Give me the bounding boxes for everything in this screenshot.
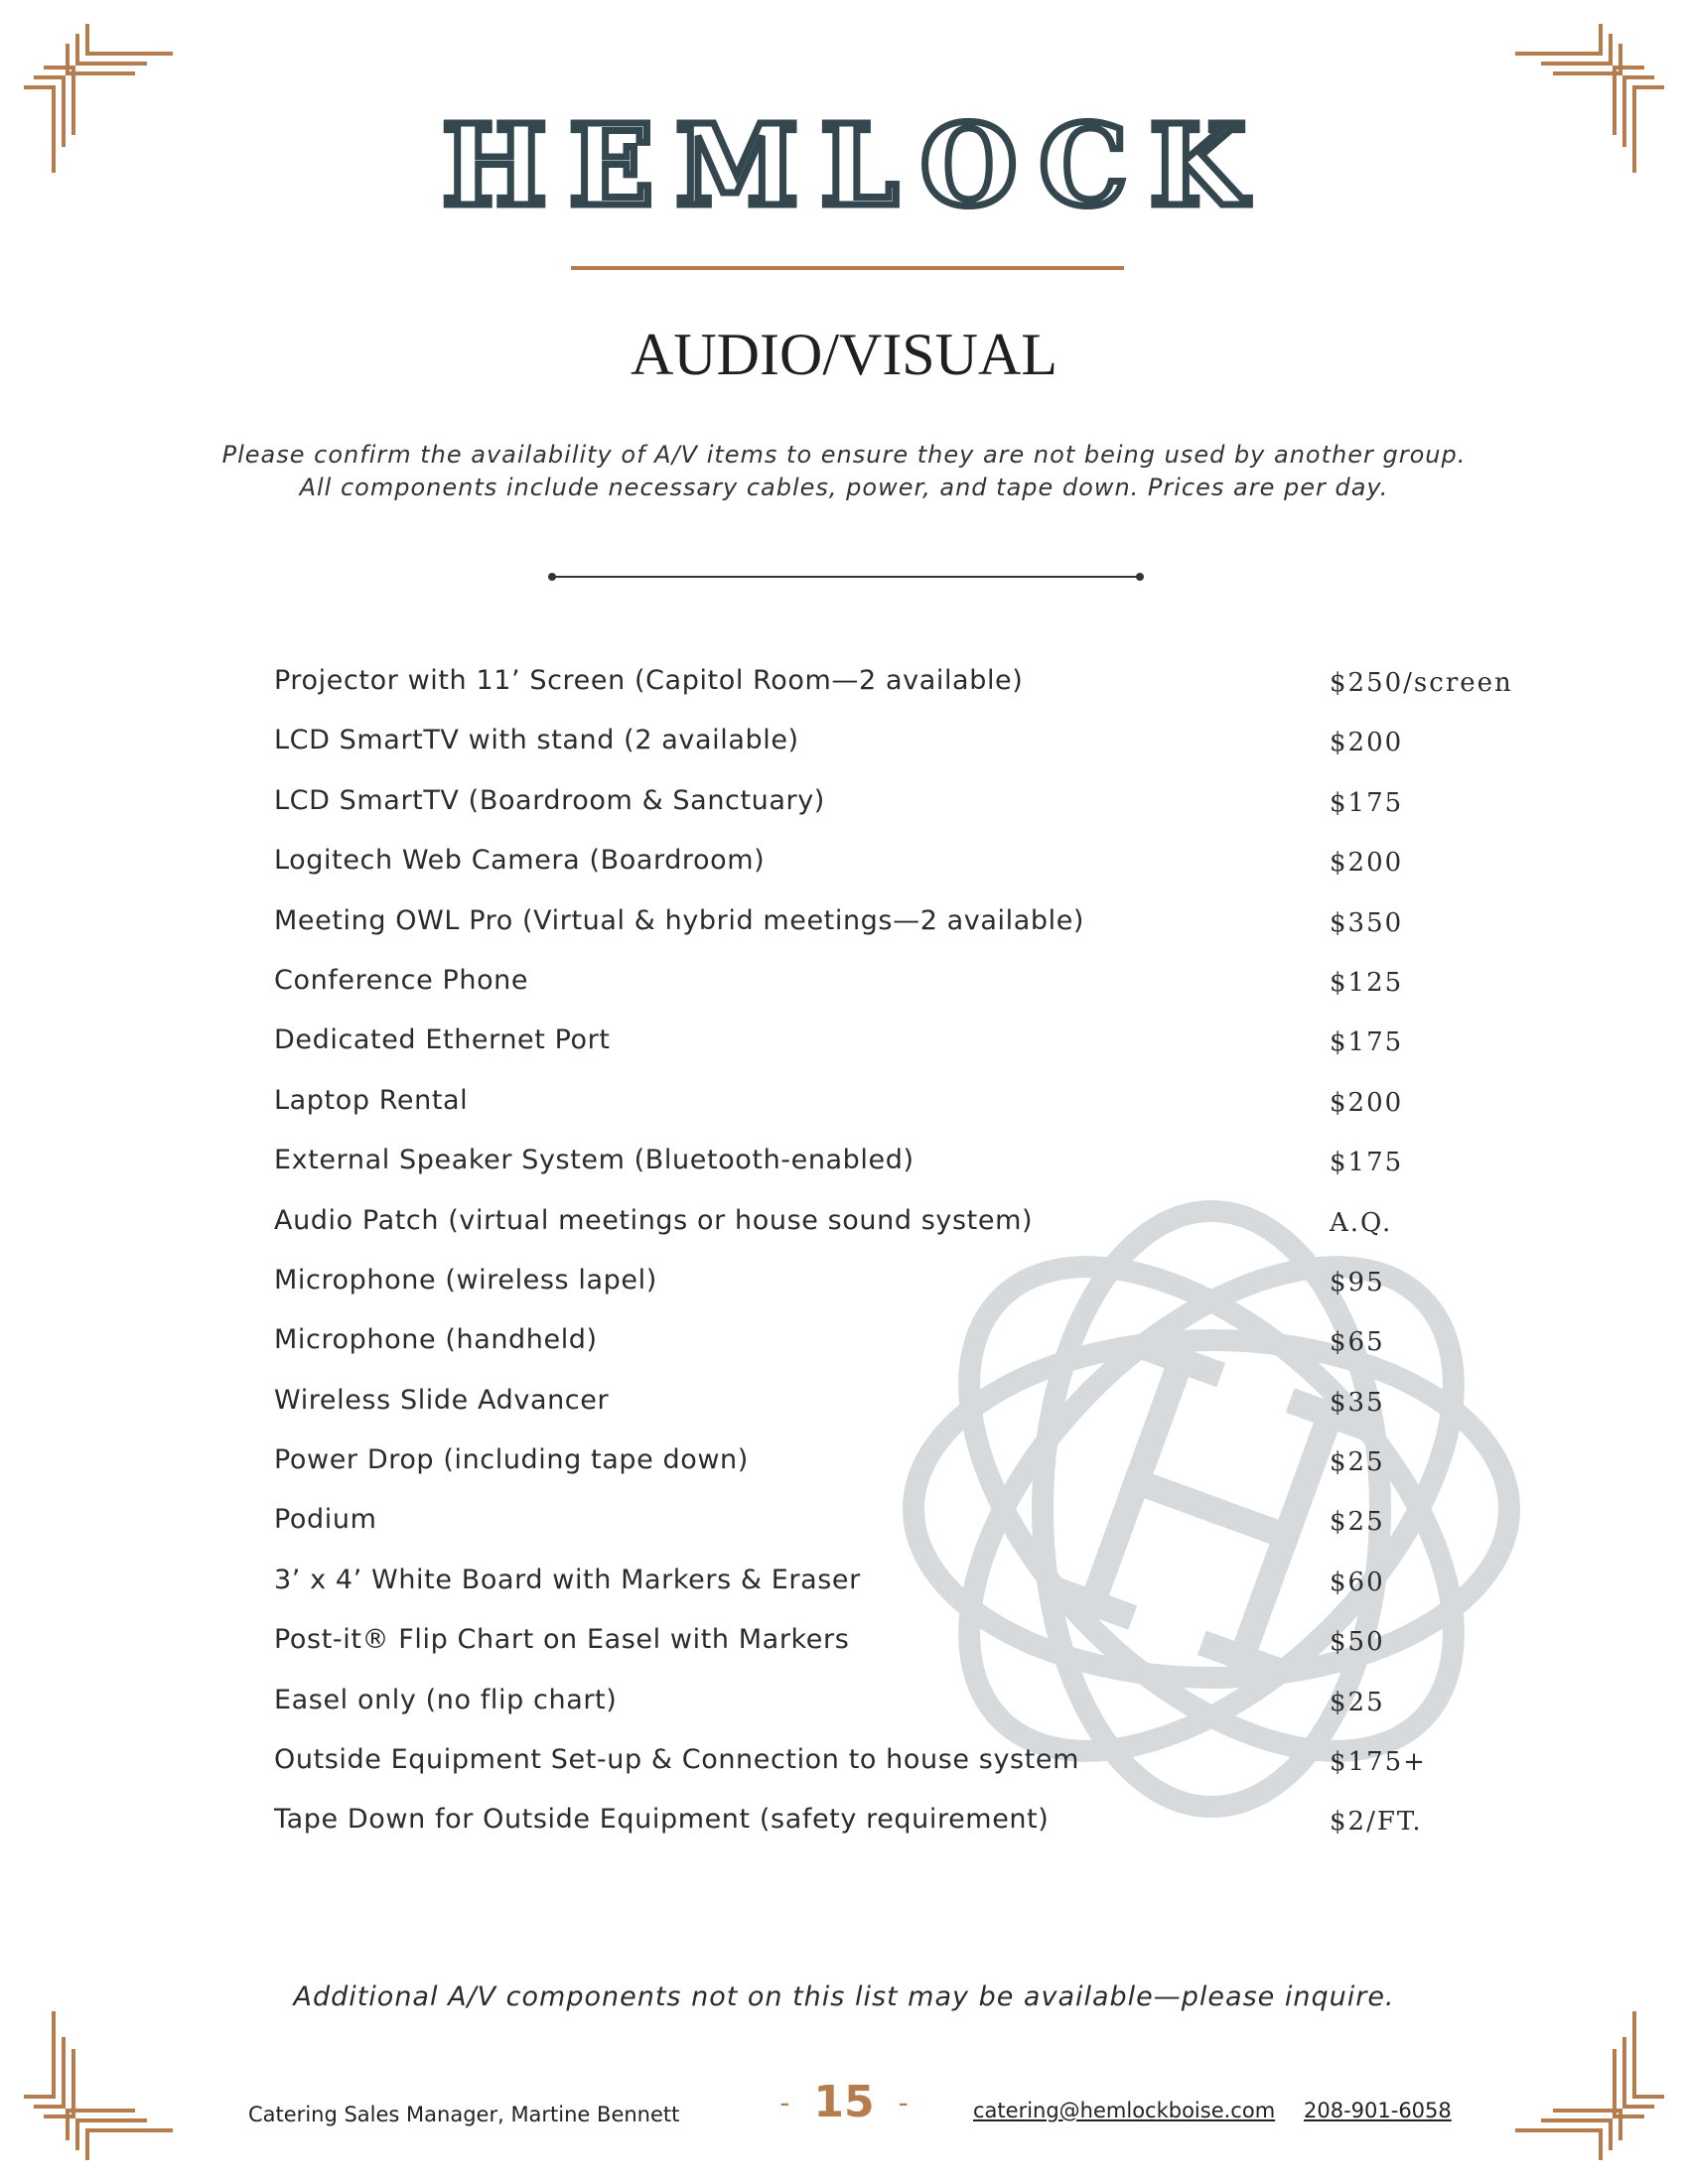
corner-ornament-icon [1515,2011,1664,2160]
item-name: Laptop Rental [274,1084,469,1116]
list-item [274,1561,1535,1620]
item-name: Outside Equipment Set-up & Connection to house system [274,1744,1080,1776]
list-item [274,781,1535,841]
item-name: External Speaker System (Bluetooth-enabled) [274,1145,914,1176]
item-name: Dedicated Ethernet Port [274,1024,611,1056]
list-item [274,1620,1535,1680]
item-name: Post-it® Flip Chart on Easel with Markers [274,1624,850,1656]
list-item [274,1500,1535,1560]
item-price: $200 [1330,728,1404,758]
list-item [274,1320,1535,1380]
list-item [274,1081,1535,1141]
page-dash: - [779,2086,790,2119]
item-name: Projector with 11’ Screen (Capitol Room—2 available) [274,665,1024,696]
page-number [745,2075,943,2130]
list-item [274,1261,1535,1320]
list-item [274,721,1535,780]
list-item [274,661,1535,721]
list-item [274,841,1535,900]
item-name: Power Drop (including tape down) [274,1444,749,1476]
list-item [274,1201,1535,1261]
item-price: $25 [1330,1687,1385,1717]
item-price: $175 [1330,787,1404,818]
footer-note: Additional A/V components not on this list may be available—please inquire. [293,1981,1395,2012]
intro-text [99,439,1589,504]
list-item [274,1021,1535,1080]
item-name: Conference Phone [274,964,529,996]
intro-line: Please confirm the availability of A/V items to ensure they are not being used by another group. [221,441,1467,469]
item-name: LCD SmartTV (Boardroom & Sanctuary) [274,784,825,816]
item-price: $2/FT. [1330,1807,1423,1838]
item-name: Audio Patch (virtual meetings or house sound system) [274,1204,1034,1236]
list-item [274,1440,1535,1500]
item-name: Wireless Slide Advancer [274,1384,610,1416]
email-link[interactable]: catering@hemlockboise.com [973,2099,1276,2122]
item-name: 3’ x 4’ White Board with Markers & Eraser [274,1564,861,1595]
item-price: $175+ [1330,1747,1427,1778]
item-price: $95 [1330,1267,1385,1297]
item-price: $25 [1330,1447,1385,1478]
item-price: $200 [1330,1087,1404,1118]
item-price: $65 [1330,1327,1385,1358]
page-title: AUDIO/VISUAL [631,322,1057,387]
item-name: Podium [274,1504,377,1536]
item-price: $125 [1330,967,1404,998]
item-price: $350 [1330,907,1404,938]
item-price: $175 [1330,1148,1404,1178]
corner-ornament-icon [24,2011,173,2160]
item-price: $200 [1330,848,1404,879]
item-name: Easel only (no flip chart) [274,1684,618,1715]
item-name: Tape Down for Outside Equipment (safety requirement) [274,1804,1050,1836]
item-price: $50 [1330,1627,1385,1658]
item-name: Logitech Web Camera (Boardroom) [274,845,766,877]
intro-line: All components include necessary cables, power, and tape down. Prices are per day. [299,474,1389,501]
item-name: Microphone (wireless lapel) [274,1264,657,1296]
price-list [274,661,1535,1860]
list-item [274,1141,1535,1200]
item-price: $60 [1330,1567,1385,1597]
page-number-value: 15 [813,2077,875,2127]
contact-name: Catering Sales Manager, Martine Bennett [248,2103,680,2126]
list-item [274,1800,1535,1859]
item-price: $250/screen [1330,668,1513,698]
list-item [274,1381,1535,1440]
item-price: $35 [1330,1387,1385,1418]
item-price: A.Q. [1330,1207,1393,1238]
logo-underline [571,266,1124,270]
list-item [274,1740,1535,1800]
page-dash: - [898,2086,909,2119]
item-name: LCD SmartTV with stand (2 available) [274,725,799,756]
item-name: Meeting OWL Pro (Virtual & hybrid meetings—2 available) [274,904,1085,936]
list-item [274,961,1535,1021]
item-name: Microphone (handheld) [274,1324,598,1356]
item-price: $25 [1330,1507,1385,1538]
section-divider [548,572,1144,582]
list-item [274,1681,1535,1740]
brand-logo: HEMLOCK [442,101,1268,231]
item-price: $175 [1330,1027,1404,1058]
list-item [274,901,1535,961]
phone-link[interactable]: 208-901-6058 [1304,2099,1452,2122]
